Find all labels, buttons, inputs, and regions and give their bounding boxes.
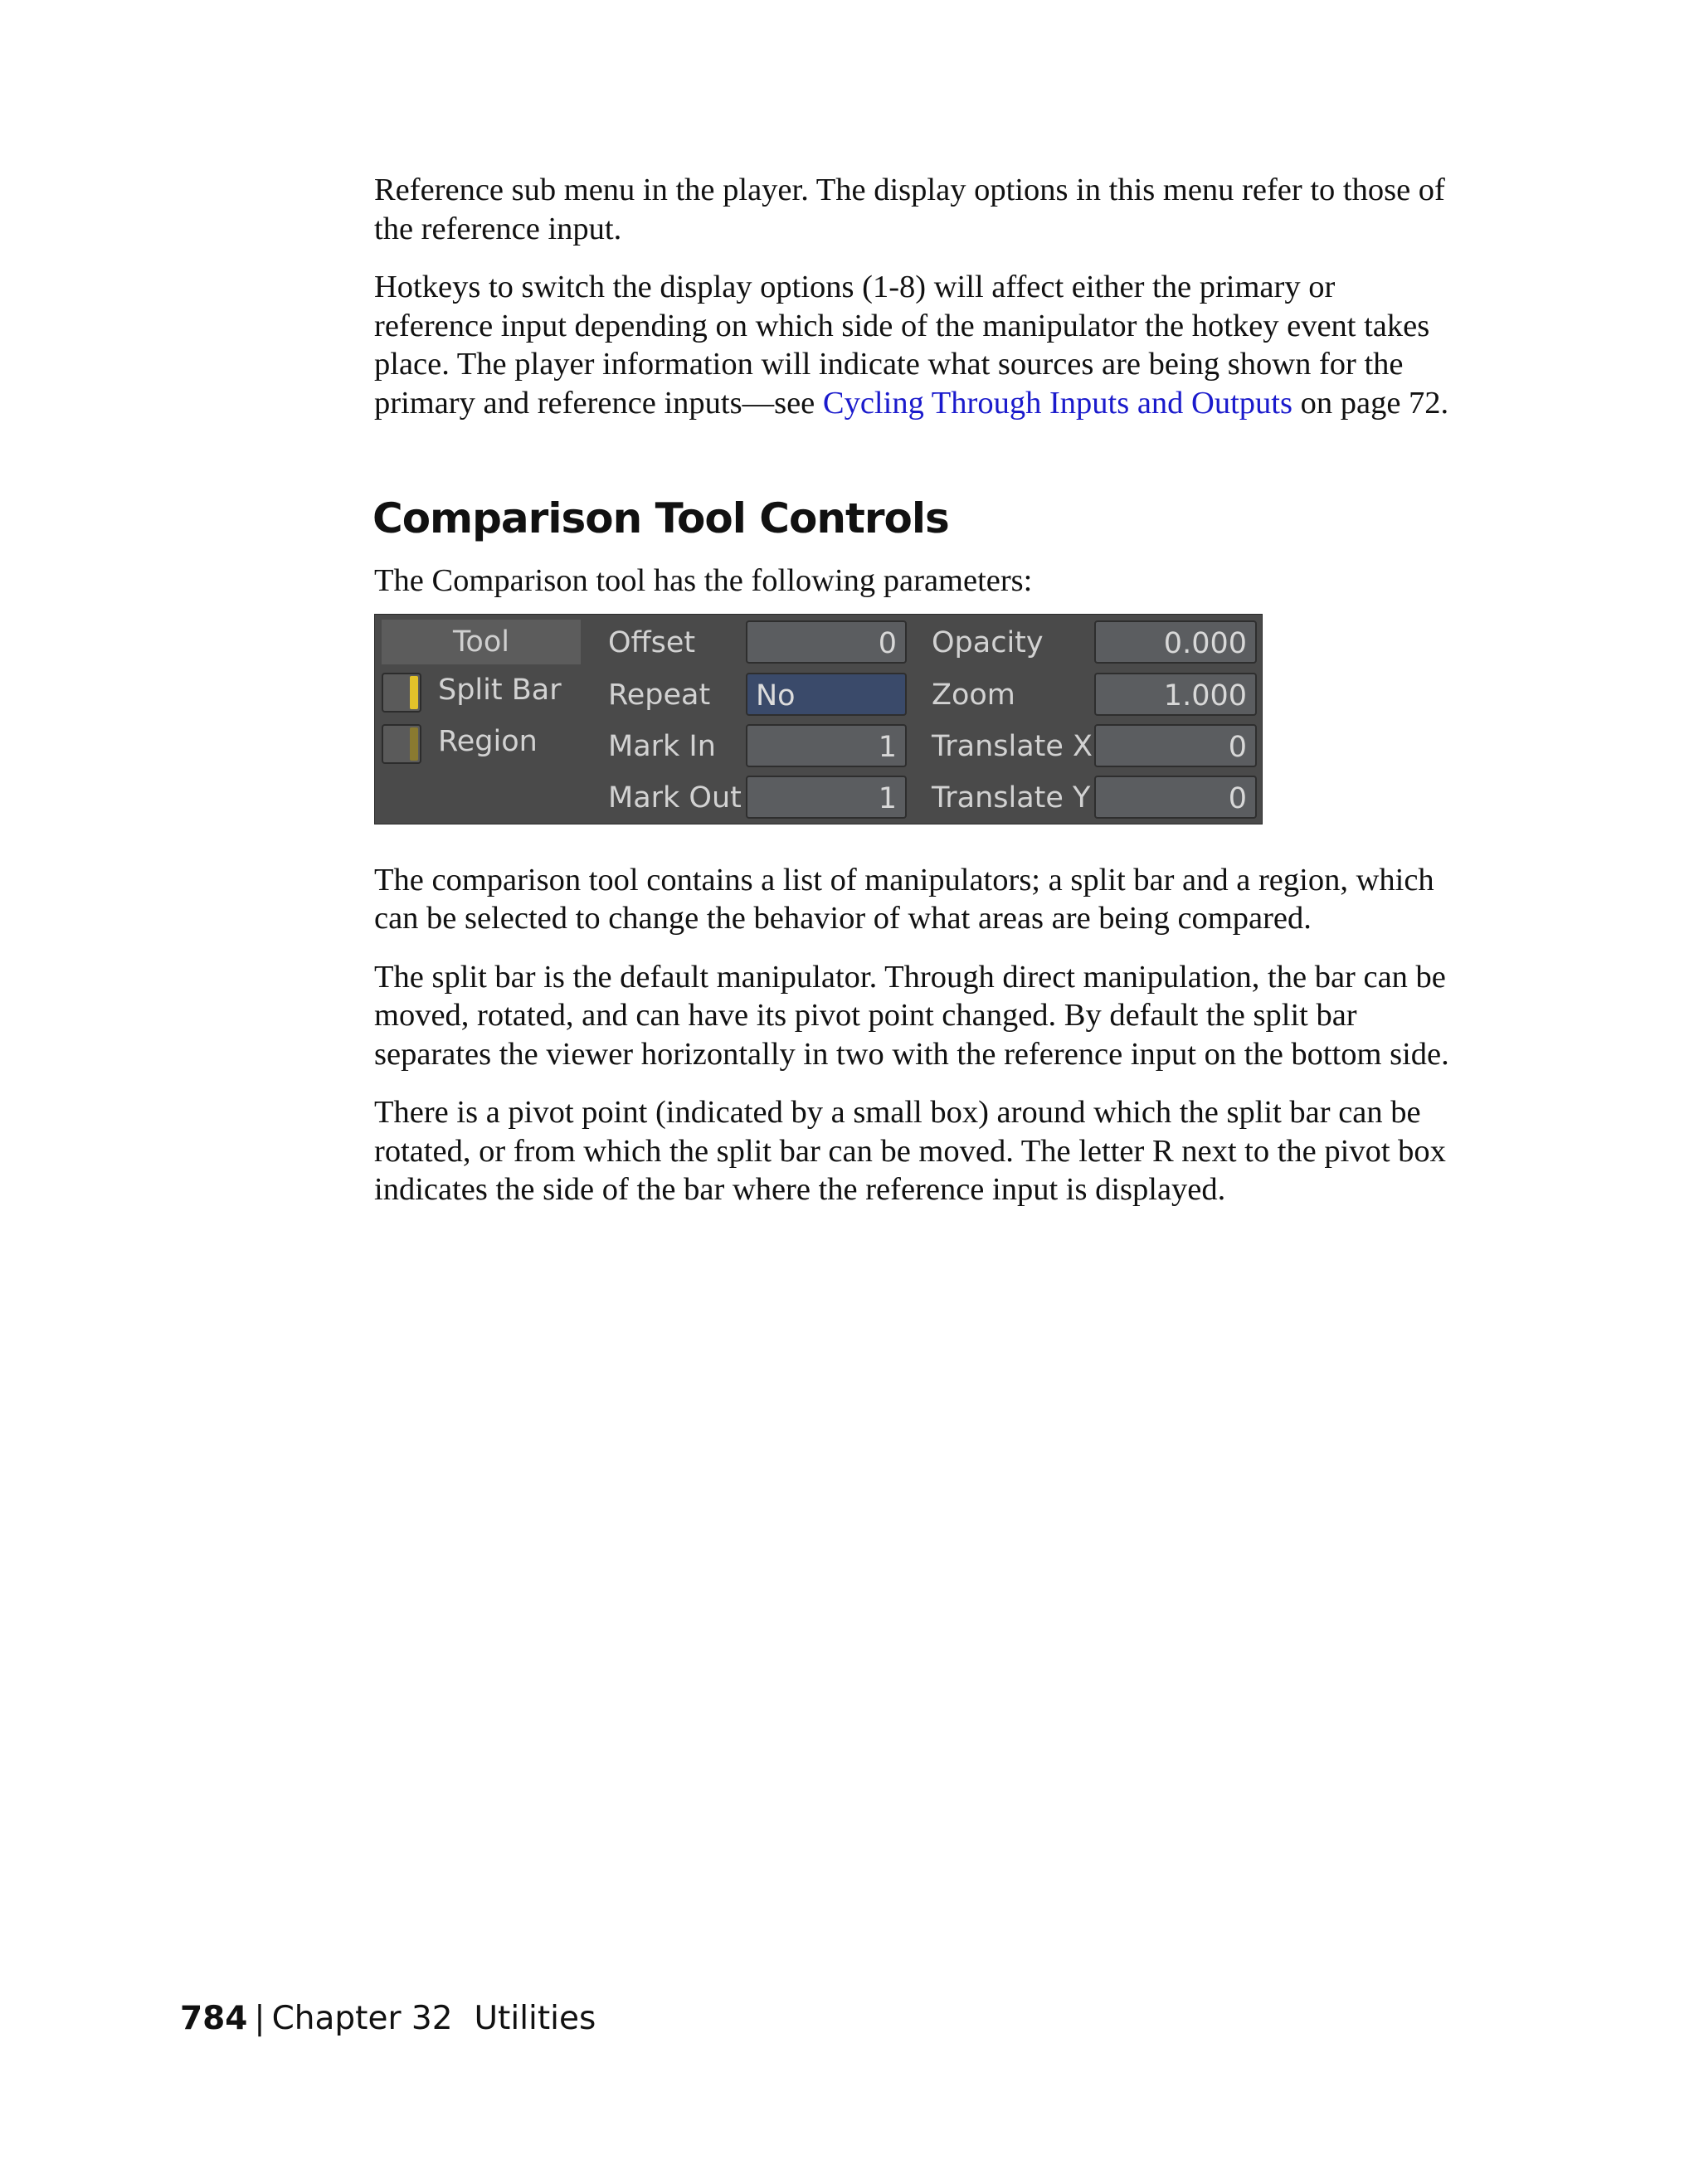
paragraph-manipulator-list: The comparison tool contains a list of manipulators; a split bar and a region, which can be selected to change the behavior of what areas are being compared. [374, 862, 1434, 936]
manipulator-region[interactable] [382, 717, 548, 762]
opacity-label: Opacity [932, 625, 1044, 659]
translate-y-label: Translate Y [932, 781, 1091, 815]
mark-out-label: Mark Out [608, 781, 742, 815]
translate-y-field[interactable]: 0 [1094, 776, 1257, 819]
chapter-title: Utilities [474, 2000, 596, 2037]
section-intro: The Comparison tool has the following parameters: [374, 563, 1033, 598]
section-title: Comparison Tool Controls [372, 494, 949, 542]
paragraph-split-bar: The split bar is the default manipulator. Through direct manipulation, the bar can be moved, rotated, and can have its pivot point changed. By default the split bar separates the viewer horizontally in two with the reference input on the bottom side. [374, 959, 1449, 1072]
zoom-label: Zoom [932, 678, 1015, 712]
paragraph-text: Reference sub menu in the player. The display options in this menu refer to those of the reference input. [374, 173, 1445, 246]
footer-separator: | [254, 2000, 265, 2037]
offset-field[interactable]: 0 [746, 620, 907, 664]
cycling-inputs-link[interactable]: Cycling Through Inputs and Outputs [822, 385, 1293, 421]
tool-header: Tool [382, 620, 581, 664]
manipulator-label: Split Bar [438, 673, 562, 707]
paragraph-text: on page 72. [1292, 385, 1449, 421]
page-number: 784 [180, 2000, 248, 2037]
repeat-label: Repeat [608, 678, 711, 712]
comparison-tool-panel [374, 614, 1263, 824]
region-toggle[interactable] [382, 724, 421, 764]
page-footer [180, 1999, 596, 2039]
paragraph-hotkeys [374, 268, 1457, 422]
zoom-field[interactable]: 1.000 [1094, 673, 1257, 716]
translate-x-label: Translate X [932, 729, 1093, 763]
paragraph-pivot-point: There is a pivot point (indicated by a small box) around which the split bar can be rotated, or from which the split bar can be moved. The letter R next to the pivot box indicates the side of the bar where the reference input is displayed. [374, 1095, 1446, 1207]
mark-in-label: Mark In [608, 729, 716, 763]
paragraph-text: Hotkeys to switch the display options (1-8) will affect either the primary or reference input depending on which side of the manipulator the hotkey event takes place. The player information will indicate what sources are being shown for the primary and reference inputs—see [374, 270, 1430, 421]
offset-label: Offset [608, 625, 696, 659]
mark-in-field[interactable]: 1 [746, 724, 907, 767]
manipulator-label: Region [438, 724, 538, 758]
opacity-field[interactable]: 0.000 [1094, 620, 1257, 664]
split-bar-toggle[interactable] [382, 673, 421, 713]
translate-x-field[interactable]: 0 [1094, 724, 1257, 767]
chapter-label: Chapter 32 [271, 2000, 453, 2037]
page-content [374, 171, 1457, 1229]
manipulator-split-bar[interactable] [382, 666, 562, 711]
paragraph-reference-submenu [374, 171, 1457, 248]
repeat-select[interactable]: No [746, 673, 907, 716]
mark-out-field[interactable]: 1 [746, 776, 907, 819]
